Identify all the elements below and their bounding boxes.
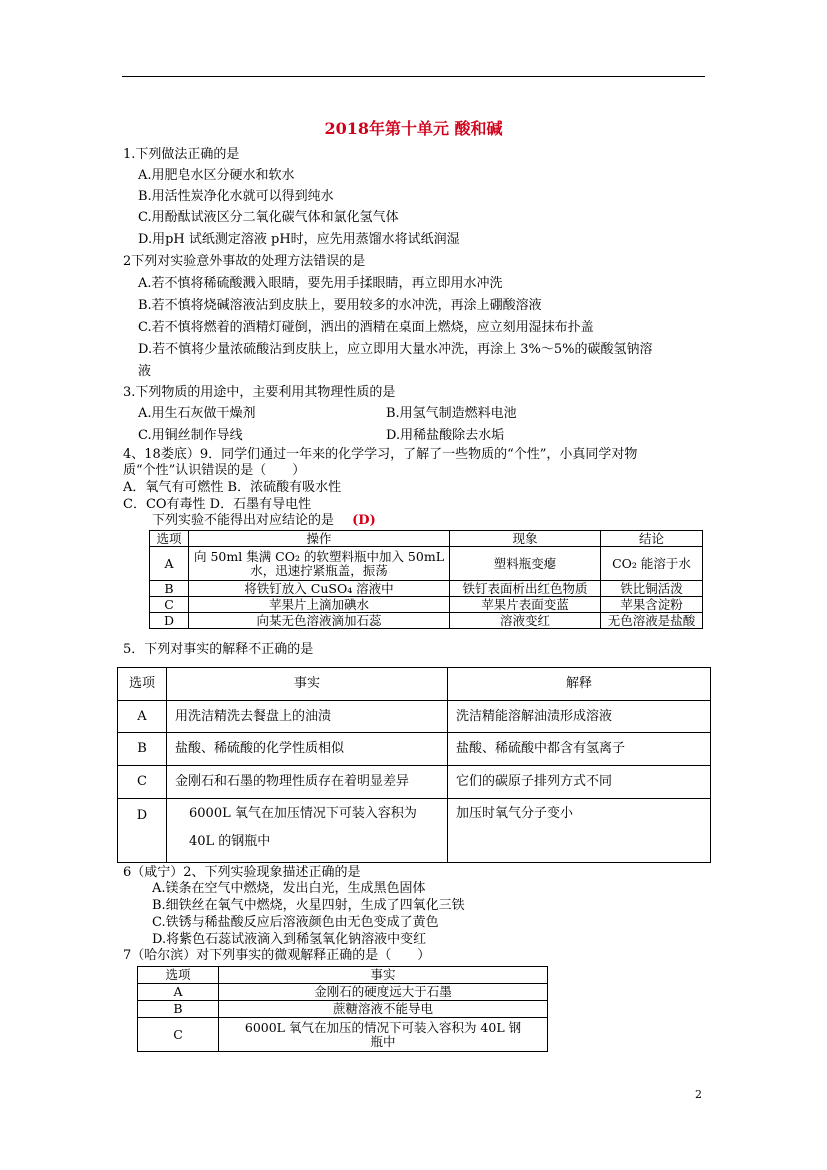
row-fact (167, 799, 448, 863)
row-fact: 蔗糖溶液不能导电 (219, 1001, 548, 1018)
header-option: 选项 (138, 967, 219, 984)
q6-option-b: B.细铁丝在氧气中燃烧，火星四射，生成了四氧化三铁 (152, 898, 465, 913)
row-explanation: 它们的碳原子排列方式不同 (448, 766, 711, 799)
table-header-row (150, 531, 703, 547)
header-phenomenon: 现象 (450, 531, 601, 547)
row-conclusion: 苹果含淀粉 (601, 597, 703, 613)
table-row (118, 799, 711, 863)
row-conclusion: 铁比铜活泼 (601, 581, 703, 597)
row-operation: 苹果片上滴加碘水 (189, 597, 450, 613)
row-fact-line-1: 6000L 氧气在加压情况下可装入容积为 (189, 806, 417, 821)
table-header-row (118, 668, 711, 701)
q4-line-2: 质“个性”认识错误的是（ ） (123, 463, 306, 478)
table-row (150, 613, 703, 629)
row-option: B (118, 733, 167, 766)
row-operation-line-1: 向 50ml 集满 CO₂ 的软塑料瓶中加入 50mL (193, 548, 444, 564)
q6-option-d: D.将紫色石蕊试液滴入到稀氢氧化钠溶液中变红 (152, 932, 427, 947)
table-row (118, 766, 711, 799)
row-conclusion: CO₂ 能溶于水 (601, 547, 703, 581)
row-fact: 用洗洁精洗去餐盘上的油渍 (167, 701, 448, 733)
table-row (118, 701, 711, 733)
q7-stem: 7（哈尔滨）对下列事实的微观解释正确的是（ ） (123, 948, 431, 963)
table-row (138, 1001, 548, 1018)
q7-table (137, 966, 548, 1052)
row-fact-line-2: 40L 的钢瓶中 (189, 834, 271, 849)
q5-table (117, 667, 711, 863)
table-row (138, 1018, 548, 1052)
header-fact: 事实 (167, 668, 448, 701)
q1-option-b: B.用活性炭净化水就可以得到纯水 (138, 189, 334, 204)
row-option: C (138, 1018, 219, 1052)
row-fact: 盐酸、稀硫酸的化学性质相似 (167, 733, 448, 766)
q2-option-d: D.若不慎将少量浓硫酸沾到皮肤上，应立即用大量水冲洗，再涂上 3%～5%的碳酸氢钠溶 (138, 342, 653, 357)
q2-option-c: C.若不慎将燃着的酒精灯碰倒，洒出的酒精在桌面上燃烧，应立刻用湿抹布扑盖 (138, 320, 594, 335)
table-header-row (138, 967, 548, 984)
q2-option-a: A.若不慎将稀硫酸溅入眼睛，要先用手揉眼睛，再立即用水冲洗 (138, 276, 503, 291)
row-explanation: 盐酸、稀硫酸中都含有氢离子 (448, 733, 711, 766)
q4-table (149, 530, 703, 629)
row-option: D (150, 613, 189, 629)
q1-option-d: D.用pH 试纸测定溶液 pH时，应先用蒸馏水将试纸润湿 (138, 232, 460, 247)
document-title: 2018年第十单元 酸和碱 (324, 119, 503, 138)
q3-stem: 3.下列物质的用途中，主要利用其物理性质的是 (123, 385, 396, 400)
q4-line-1: 4、18娄底）9．同学们通过一年来的化学学习，了解了一些物质的“个性”，小真同学对物 (123, 447, 638, 462)
header-explanation: 解释 (448, 668, 711, 701)
table-row (150, 581, 703, 597)
header-rule (122, 76, 705, 77)
row-option: B (150, 581, 189, 597)
row-fact-line-1: 6000L 氧气在加压的情况下可装入容积为 40L 钢 (244, 1019, 522, 1035)
row-operation: 将铁钉放入 CuSO₄ 溶液中 (189, 581, 450, 597)
q3-option-c: C.用铜丝制作导线 (138, 428, 243, 443)
row-operation: 向某无色溶液滴加石蕊 (189, 613, 450, 629)
q4-line-5 (152, 513, 376, 529)
row-operation (189, 547, 450, 581)
row-option: C (150, 597, 189, 613)
q4-answer-mark: (D) (352, 513, 376, 528)
header-conclusion: 结论 (601, 531, 703, 547)
page-number: 2 (695, 1088, 702, 1101)
row-phenomenon: 塑料瓶变瘪 (450, 547, 601, 581)
table-row (138, 984, 548, 1001)
q1-option-c: C.用酚酞试液区分二氧化碳气体和氯化氢气体 (138, 210, 399, 225)
row-fact (219, 1018, 548, 1052)
q2-stem: 2下列对实验意外事故的处理方法错误的是 (123, 254, 366, 269)
row-operation-line-2: 水，迅速拧紧瓶盖，振荡 (250, 562, 388, 578)
q6-option-c: C.铁锈与稀盐酸反应后溶液颜色由无色变成了黄色 (152, 915, 439, 930)
header-fact: 事实 (219, 967, 548, 984)
table-row (118, 733, 711, 766)
header-operation: 操作 (189, 531, 450, 547)
q6-option-a: A.镁条在空气中燃烧，发出白光，生成黑色固体 (152, 881, 426, 896)
q1-stem: 1.下列做法正确的是 (123, 147, 240, 162)
row-option: A (138, 984, 219, 1001)
q4-line-4: C．CO有毒性 D．石墨有导电性 (123, 497, 312, 512)
row-phenomenon: 溶液变红 (450, 613, 601, 629)
q4-line-3: A．氧气有可燃性 B．浓硫酸有吸水性 (123, 480, 342, 495)
header-option: 选项 (150, 531, 189, 547)
row-phenomenon: 铁钉表面析出红色物质 (450, 581, 601, 597)
q5-stem: 5．下列对事实的解释不正确的是 (123, 642, 314, 657)
row-fact: 金刚石和石墨的物理性质存在着明显差异 (167, 766, 448, 799)
row-option: A (118, 701, 167, 733)
row-option: D (118, 799, 167, 863)
q1-option-a: A.用肥皂水区分硬水和软水 (138, 168, 295, 183)
row-phenomenon: 苹果片表面变蓝 (450, 597, 601, 613)
q3-option-a: A.用生石灰做干燥剂 (138, 406, 256, 421)
row-fact-line-2: 瓶中 (370, 1033, 396, 1049)
q6-stem: 6（咸宁）2、下列实验现象描述正确的是 (123, 865, 361, 880)
q2-option-d-cont: 液 (138, 364, 152, 379)
row-explanation: 洗洁精能溶解油渍形成溶液 (448, 701, 711, 733)
q4-question: 下列实验不能得出对应结论的是 (152, 513, 335, 528)
row-option: C (118, 766, 167, 799)
row-conclusion: 无色溶液是盐酸 (601, 613, 703, 629)
header-option: 选项 (118, 668, 167, 701)
q3-option-b: B.用氢气制造燃料电池 (386, 406, 517, 421)
row-option: B (138, 1001, 219, 1018)
row-option: A (150, 547, 189, 581)
table-row (150, 597, 703, 613)
q3-option-d: D.用稀盐酸除去水垢 (386, 428, 505, 443)
table-row (150, 547, 703, 581)
row-fact: 金刚石的硬度远大于石墨 (219, 984, 548, 1001)
row-explanation: 加压时氧气分子变小 (448, 799, 711, 863)
q2-option-b: B.若不慎将烧碱溶液沾到皮肤上，要用较多的水冲洗，再涂上硼酸溶液 (138, 298, 542, 313)
